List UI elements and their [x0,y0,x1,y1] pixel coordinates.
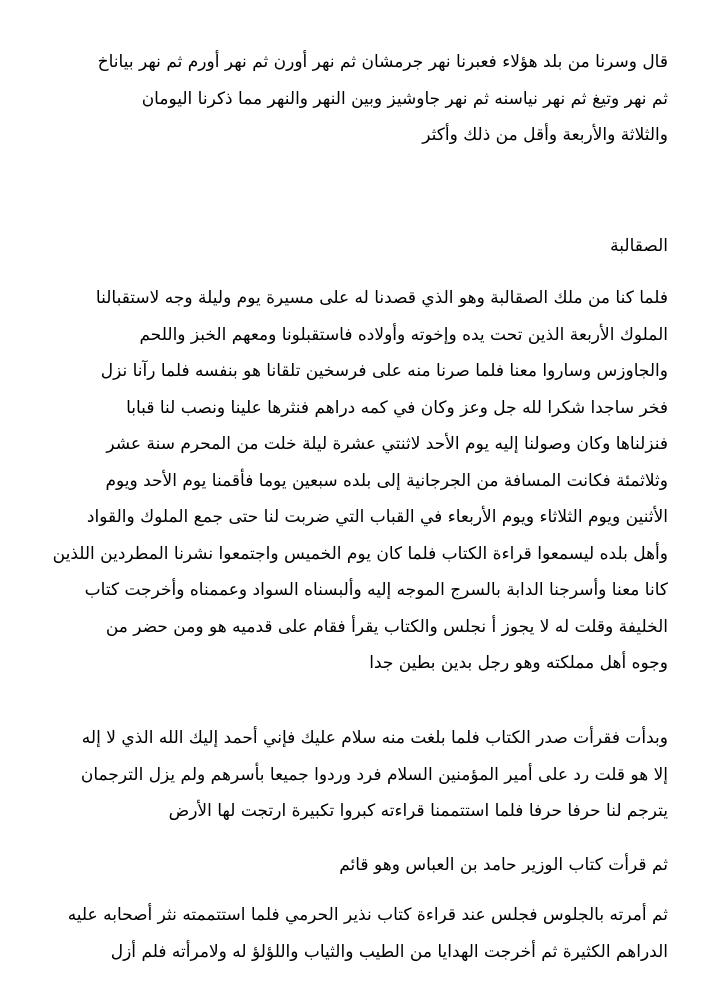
text-line: وبدأت فقرأت صدر الكتاب فلما بلغت منه سلام عليك فإني أحمد إليك الله الذي لا إله [81,728,668,748]
text-line: ثم أمرته بالجلوس فجلس عند قراءة كتاب نذير الحرمي فلما استتممته نثر أصحابه عليه [67,905,668,925]
text-line: قال وسرنا من بلد هؤلاء فعبرنا نهر جرمشان ثم نهر أورن ثم نهر أورم ثم نهر بياناخ [97,52,668,72]
paragraph-gifts [52,897,668,970]
paragraph-rivers [52,44,668,154]
text-line: إلا هو قلت رد على أمير المؤمنين السلام فرد وردوا جميعا بأسرهم ولم يزل الترجمان [80,764,668,785]
text-line: وأهل بلده ليسمعوا قراءة الكتاب فلما كان يوم الخميس واجتمعوا نشرنا المطردين اللذين [52,543,668,564]
text-line: يترجم لنا حرفا حرفا فلما استتممنا قراءته كبروا تكبيرة ارتجت لها الأرض [168,801,668,821]
text-line: وثلاثمئة فكانت المسافة من الجرجانية إلى بلده سبعين يوما فأقمنا يوم الأحد ويوم [105,470,668,491]
paragraph-vizier-letter [52,847,668,884]
paragraph-arrival [52,280,668,682]
text-line: فخر ساجدا شكرا لله جل وعز وكان في كمه دراهم فنثرها علينا ونصب لنا قبابا [126,397,668,418]
section-heading: الصقالبة [610,236,668,256]
text-line: الأثنين ويوم الثلاثاء ويوم الأربعاء في القباب التي ضربت لنا حتى جمع الملوك والقواد [86,507,668,527]
text-line: كانا معنا وأسرجنا الدابة بالسرج الموجه إليه وألبسناه السواد وعممناه وأخرجت كتاب [84,580,668,600]
text-line: والثلاثة والأربعة وأقل من ذلك وأكثر [422,125,668,145]
text-line: ثم نهر وتيغ ثم نهر نياسنه ثم نهر جاوشيز وبين النهر والنهر مما ذكرنا اليومان [141,88,668,109]
text-line: الدراهم الكثيرة ثم أخرجت الهدايا من الطيب والثياب واللؤلؤ له ولامرأته فلم أزل [110,941,668,962]
text-line: فلما كنا من ملك الصقالبة وهو الذي قصدنا له على مسيرة يوم وليلة وجه لاستقبالنا [95,288,668,308]
text-line: وجوه أهل مملكته وهو رجل بدين بطين جدا [369,653,668,673]
text-line: الملوك الأربعة الذين تحت يده وإخوته وأولاده فاستقبلونا ومعهم الخبز واللحم [139,324,668,345]
text-line: الخليفة وقلت له لا يجوز أ نجلس والكتاب يقرأ فقام على قدميه هو ومن حضر من [105,616,668,637]
text-line: فنزلناها وكان وصولنا إليه يوم الأحد لاثنتي عشرة ليلة خلت من المحرم سنة عشر [106,434,668,454]
text-line: والجاوزس وساروا معنا فلما صرنا منه على فرسخين تلقانا هو بنفسه فلما رآنا نزل [100,361,668,381]
paragraph-reading [52,720,668,830]
text-line: ثم قرأت كتاب الوزير حامد بن العباس وهو قائم [339,855,668,875]
